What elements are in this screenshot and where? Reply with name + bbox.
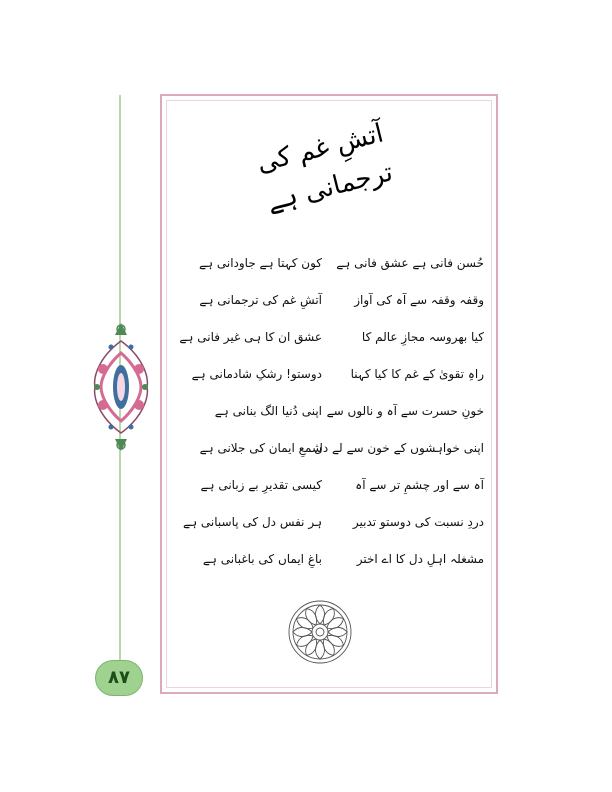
misra-first: راہِ تقویٰ کے غم کا کیا کہنا [350,367,484,381]
couplet [168,546,488,572]
misra-first: مشغلہ اہلِ دل کا اے اختر [356,552,484,566]
poem [168,250,488,590]
misra-second: ہر نفس دل کی پاسبانی ہے [183,515,322,529]
couplet [168,324,488,350]
couplet [168,398,488,424]
misra-second: اپنی دُنیا الگ بنانی ہے [214,404,322,418]
misra-second: باغِ ایماں کی باغبانی ہے [202,552,322,566]
misra-first: اپنی خواہشوں کے خون سے لے دل [314,441,484,455]
misra-first: کیا بھروسہ مجازِ عالم کا [361,330,484,344]
misra-first: وقفہ وقفہ سے آہ کی آواز [354,293,484,307]
misra-first: حُسن فانی ہے عشق فانی ہے [336,256,484,270]
side-ornament-icon [92,318,150,456]
page-number-badge: ۸۷ [95,660,143,696]
couplet [168,287,488,313]
misra-first: دردِ نسبت کی دوستو تدبیر [352,515,484,529]
rosette-ornament-icon [286,598,354,666]
misra-second: دوستو! رشکِ شادمانی ہے [191,367,322,381]
couplet [168,472,488,498]
misra-second: کیسی تقدیرِ بے زبانی ہے [200,478,322,492]
misra-first: آہ سے اور چشمِ تر سے آہ [355,478,484,492]
misra-first: خونِ حسرت سے آہ و نالوں سے [326,404,484,418]
misra-second: کون کہتا ہے جاودانی ہے [198,256,322,270]
couplet [168,250,488,276]
misra-second: عشق ان کا ہی غیر فانی ہے [179,330,322,344]
couplet [168,509,488,535]
misra-second: آتشِ غم کی ترجمانی ہے [199,293,322,307]
couplet [168,361,488,387]
misra-second: شمعِ ایمان کی جلانی ہے [199,441,322,455]
couplet [168,435,488,461]
poem-title: آتشِ غم کی ترجمانی ہے [253,118,396,218]
